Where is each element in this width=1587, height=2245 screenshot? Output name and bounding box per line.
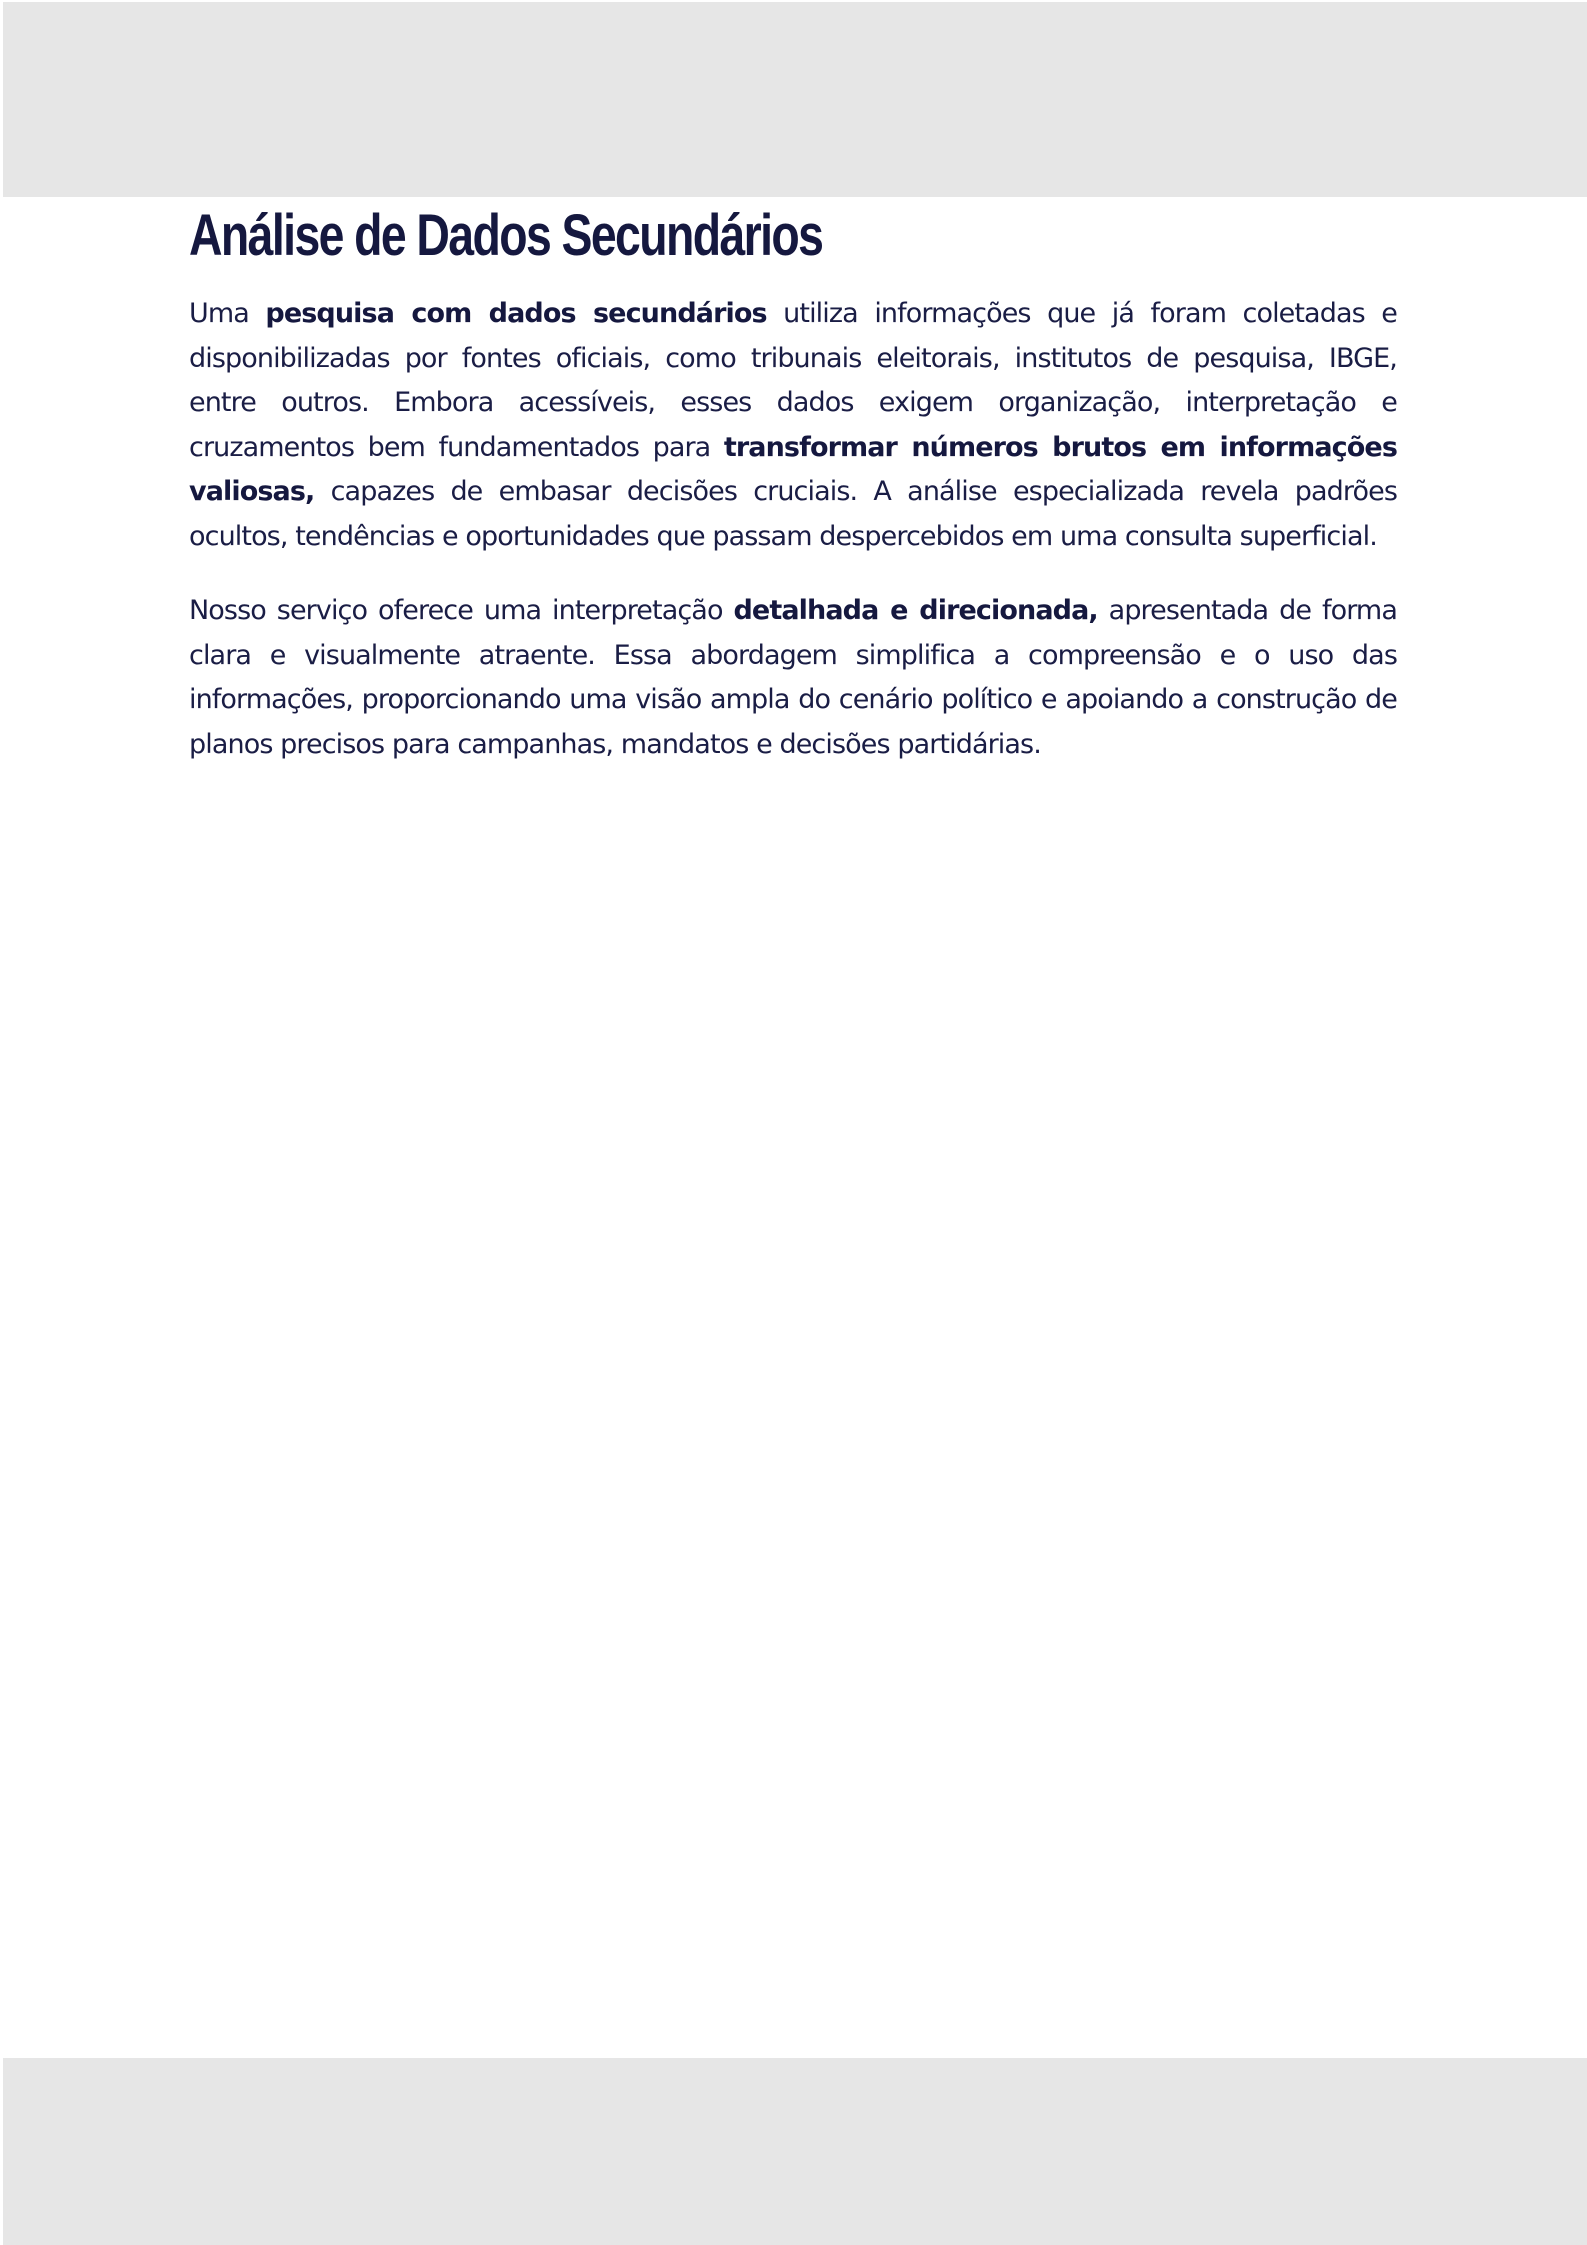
document-body — [189, 196, 1397, 767]
emphasis-text: transformar números brutos em informações valiosas, — [189, 431, 1397, 507]
footer-band — [3, 2058, 1587, 2245]
paragraph-intro — [189, 292, 1397, 559]
emphasis-text: pesquisa com dados secundários — [265, 298, 767, 329]
paragraph-text: capazes de embasar decisões cruciais. A análise especializada revela padrões ocultos, tendências e oportunidades que passam despercebidos em uma consulta superficial. — [189, 476, 1397, 552]
emphasis-text: detalhada e direcionada, — [733, 595, 1098, 626]
header-band — [3, 2, 1587, 197]
paragraph-text: Nosso serviço oferece uma interpretação — [189, 595, 734, 626]
paragraph-text: utiliza informações que já foram coletadas e disponibilizadas por fontes oficiais, como tribunais eleitorais, institutos de pesquisa, IBGE, entre outros. Embora acessíveis, esses dados exigem organização, interpretação e cruzamentos bem fundamentados para — [189, 298, 1397, 463]
paragraph-text: Uma — [189, 298, 266, 329]
paragraph-service — [189, 589, 1397, 767]
paragraph-text: apresentada de forma clara e visualmente atraente. Essa abordagem simplifica a compreensão e o uso das informações, proporcionando uma visão ampla do cenário político e apoiando a construção de planos precisos para campanhas, mandatos e decisões partidárias. — [189, 595, 1397, 760]
page-title: Análise de Dados Secundários — [189, 203, 823, 268]
